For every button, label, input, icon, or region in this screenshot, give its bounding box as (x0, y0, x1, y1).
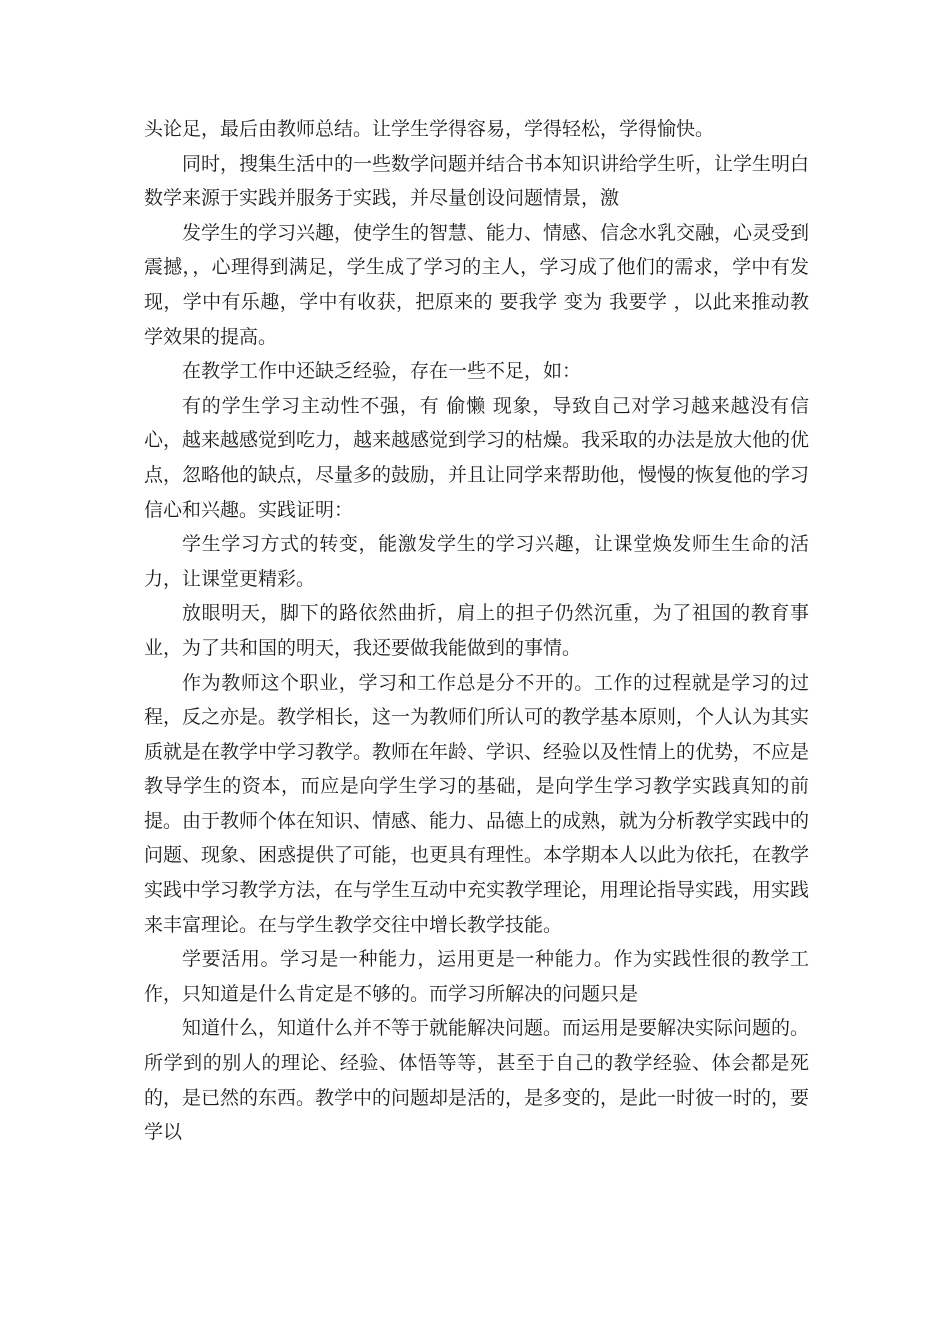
paragraph-4: 在教学工作中还缺乏经验，存在一些不足，如： (182, 360, 582, 383)
document-body (144, 112, 809, 1150)
paragraph-6: 学生学习方式的转变，能激发学生的学习兴趣，让课堂焕发师生生命的活力，让课堂更精彩。 (144, 533, 809, 590)
paragraph-1: 头论足，最后由教师总结。让学生学得容易，学得轻松，学得愉快。 (144, 118, 715, 140)
paragraph-8: 作为教师这个职业，学习和工作总是分不开的。工作的过程就是学习的过程，反之亦是。教学相长，这一为教师们所认可的教学基本原则，个人认为其实质就是在教学中学习教学。教师在年龄、学识、经验以及性情上的优势，不应是教导学生的资本，而应是向学生学习的基础，是向学生学习教学实践真知的前提。由于教师个体在知识、情感、能力、品德上的成熟，就为分析教学实践中的问题、现象、困惑提供了可能，也更具有理性。本学期本人以此为依托，在教学实践中学习教学方法，在与学生互动中充实教学理论，用理论指导实践，用实践来丰富理论。在与学生教学交往中增长教学技能。 (144, 671, 810, 936)
paragraph-3: 发学生的学习兴趣，使学生的智慧、能力、情感、信念水乳交融，心灵受到震撼，，心理得到满足，学生成了学习的主人，学习成了他们的需求，学中有发现，学中有乐趣，学中有收获，把原来的 要我学 变为 我要学 ，以此来推动教学效果的提高。 (144, 221, 810, 348)
paragraph-7: 放眼明天，脚下的路依然曲折，肩上的担子仍然沉重，为了祖国的教育事业，为了共和国的明天，我还要做我能做到的事情。 (144, 602, 809, 659)
paragraph-5: 有的学生学习主动性不强，有 偷懒 现象，导致自己对学习越来越没有信心，越来越感觉到吃力，越来越感觉到学习的枯燥。我采取的办法是放大他的优点，忽略他的缺点，尽量多的鼓励，并且让同学来帮助他，慢慢的恢复他的学习信心和兴趣。实践证明： (144, 394, 810, 521)
paragraph-9: 学要活用。学习是一种能力，运用更是一种能力。作为实践性很的教学工作，只知道是什么肯定是不够的。而学习所解决的问题只是 (144, 948, 809, 1005)
paragraph-10: 知道什么，知道什么并不等于就能解决问题。而运用是要解决实际问题的。所学到的别人的理论、经验、体悟等等，甚至于自己的教学经验、体会都是死的，是已然的东西。教学中的问题却是活的，是多变的，是此一时彼一时的，要学以 (144, 1017, 810, 1144)
paragraph-2: 同时，搜集生活中的一些数学问题并结合书本知识讲给学生听，让学生明白数学来源于实践并服务于实践，并尽量创设问题情景，激 (144, 152, 810, 210)
